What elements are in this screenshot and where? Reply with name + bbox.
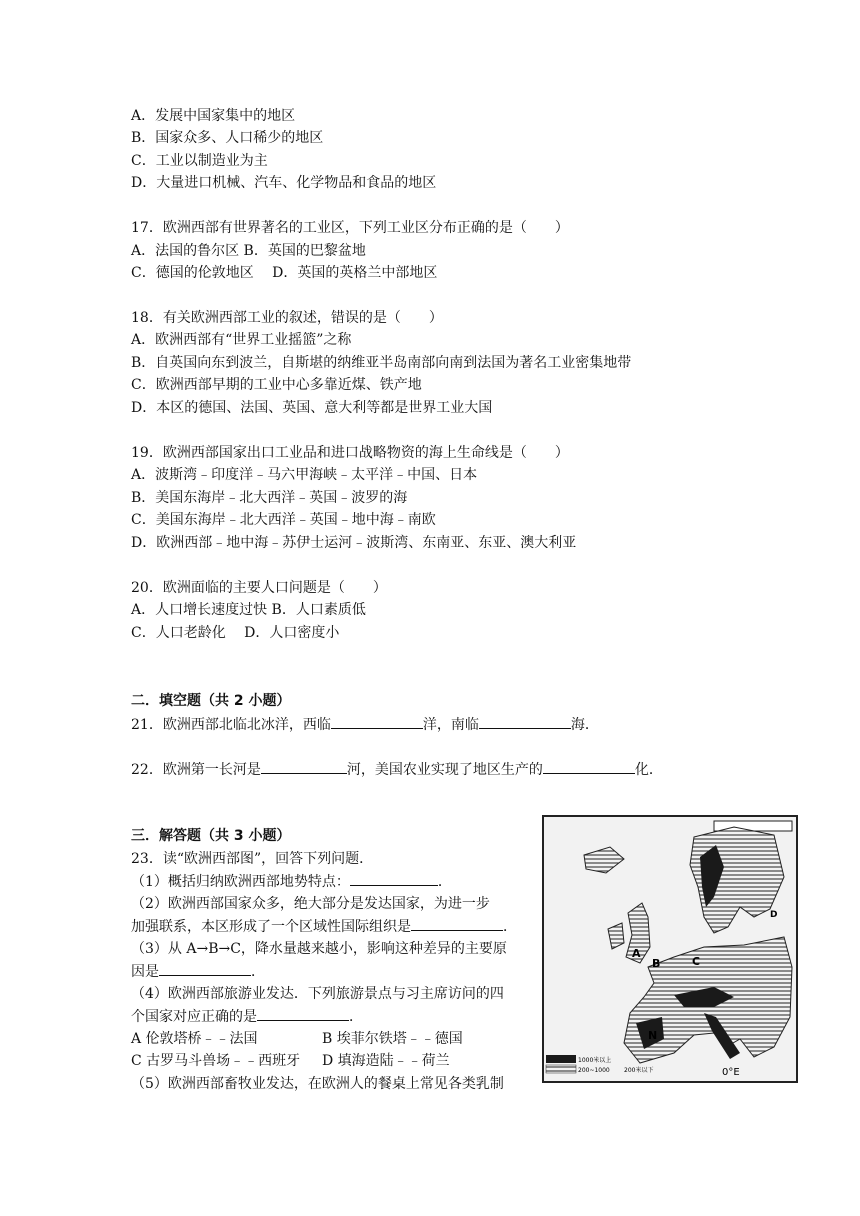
q22-text-c: 化． (634, 762, 663, 778)
q22-blank-2[interactable] (543, 759, 635, 774)
q22 (131, 759, 663, 780)
iceland-shape (584, 847, 624, 873)
q23-part4-blank[interactable] (257, 1006, 349, 1021)
map-label-meridian: 0°E (722, 1067, 740, 1078)
europe-west-map (542, 815, 798, 1083)
q23-part4-line1: （4）欧洲西部旅游业发达．下列旅游景点与习主席访问的四 (131, 986, 504, 1002)
map-label-b: B (652, 957, 661, 970)
q18-option-c: C．欧洲西部早期的工业中心多靠近煤、铁产地 (131, 377, 422, 393)
q19-stem: 19．欧洲西部国家出口工业品和进口战略物资的海上生命线是（ ） (131, 445, 569, 461)
q18-stem: 18．有关欧洲西部工业的叙述，错误的是（ ） (131, 310, 443, 326)
q23-part3-end: ． (251, 964, 265, 980)
q23-part2-text: 加强联系，本区形成了一个区域性国际组织是 (131, 919, 411, 935)
q23-part1 (131, 871, 452, 892)
q17-options-ab: A．法国的鲁尔区 B．英国的巴黎盆地 (131, 243, 366, 259)
q23-part2-blank[interactable] (411, 916, 503, 931)
section-answer-title: 三．解答题（共 3 小题） (131, 828, 291, 844)
q16-option-a: A．发展中国家集中的地区 (131, 108, 296, 124)
q16-option-d: D．大量进口机械、汽车、化学物品和食品的地区 (131, 175, 437, 191)
q19-option-b: B．美国东海岸﹣北大西洋﹣英国﹣波罗的海 (131, 490, 408, 506)
q20-options-cd: C．人口老龄化 D．人口密度小 (131, 625, 340, 641)
q21-blank-1[interactable] (331, 714, 423, 729)
q18-option-d: D．本区的德国、法国、英国、意大利等都是世界工业大国 (131, 400, 493, 416)
q23-part1-blank[interactable] (350, 871, 438, 886)
q16-option-c: C．工业以制造业为主 (131, 153, 268, 169)
q21-blank-2[interactable] (479, 714, 571, 729)
q21-text-a: 21．欧洲西部北临北冰洋，西临 (131, 717, 331, 733)
q16-option-b: B．国家众多、人口稀少的地区 (131, 130, 324, 146)
q21-text-b: 洋，南临 (422, 717, 479, 733)
q23-part5-line1: （5）欧洲西部畜牧业发达，在欧洲人的餐桌上常见各类乳制 (131, 1076, 504, 1092)
q23-part1-text: （1）概括归纳欧洲西部地势特点： (131, 874, 350, 890)
q17-stem: 17．欧洲西部有世界著名的工业区，下列工业区分布正确的是（ ） (131, 220, 569, 236)
map-label-n: N (648, 1029, 658, 1042)
legend-label-high: 1000米以上 (578, 1057, 612, 1064)
q20-options-ab: A．人口增长速度过快 B．人口素质低 (131, 602, 366, 618)
q20-stem: 20．欧洲面临的主要人口问题是（ ） (131, 580, 387, 596)
q23-part2-end: ． (503, 919, 517, 935)
q23-part4-option-a: A 伦敦塔桥﹣﹣法国 (131, 1031, 258, 1047)
q23-part1-end: ． (437, 874, 452, 890)
q19-option-a: A．波斯湾﹣印度洋﹣马六甲海峡﹣太平洋﹣中国、日本 (131, 467, 478, 483)
q23-part3-line1: （3）从 A→B→C，降水量越来越小，影响这种差异的主要原 (131, 941, 507, 957)
map-label-c: C (692, 955, 701, 968)
q19-option-c: C．美国东海岸﹣北大西洋﹣英国﹣地中海﹣南欧 (131, 512, 436, 528)
q23-stem: 23．读“欧洲西部图”，回答下列问题． (131, 851, 374, 867)
legend-label-low: 200米以下 (624, 1067, 654, 1074)
q23-part2-line2 (131, 916, 517, 937)
ireland-shape (608, 923, 624, 949)
q23-part4-text: 个国家对应正确的是 (131, 1009, 257, 1025)
q23-part4-option-b: B 埃菲尔铁塔﹣﹣德国 (322, 1031, 463, 1047)
q22-text-a: 22．欧洲第一长河是 (131, 762, 261, 778)
legend-swatch-high (546, 1055, 576, 1063)
q23-part2-line1: （2）欧洲西部国家众多，绝大部分是发达国家，为进一步 (131, 896, 490, 912)
europe-west-map-svg (544, 817, 796, 1081)
legend-label-mid: 200~1000 (578, 1067, 610, 1074)
q18-option-b: B．自英国向东到波兰，自斯堪的纳维亚半岛南部向南到法国为著名工业密集地带 (131, 355, 632, 371)
q23-part3-line2 (131, 961, 265, 982)
q21-text-c: 海． (570, 717, 599, 733)
q21 (131, 714, 599, 735)
q22-text-b: 河，美国农业实现了地区生产的 (346, 762, 543, 778)
q18-option-a: A．欧洲西部有“世界工业摇篮”之称 (131, 332, 352, 348)
section-fill-blank-title: 二．填空题（共 2 小题） (131, 693, 291, 709)
q23-part4-option-d: D 填海造陆﹣﹣荷兰 (322, 1053, 450, 1069)
q23-part3-blank[interactable] (159, 961, 251, 976)
map-label-d: D (770, 910, 778, 920)
q17-options-cd: C．德国的伦敦地区 D．英国的英格兰中部地区 (131, 265, 438, 281)
legend-swatch-mid (546, 1065, 576, 1073)
q23-part4-line2 (131, 1006, 363, 1027)
q23-part4-end: ． (349, 1009, 363, 1025)
q22-blank-1[interactable] (261, 759, 347, 774)
map-label-a: A (632, 947, 641, 960)
q19-option-d: D．欧洲西部﹣地中海﹣苏伊士运河﹣波斯湾、东南亚、东亚、澳大利亚 (131, 535, 577, 551)
q23-part3-text: 因是 (131, 964, 159, 980)
q23-part4-option-c: C 古罗马斗兽场﹣﹣西班牙 (131, 1053, 301, 1069)
